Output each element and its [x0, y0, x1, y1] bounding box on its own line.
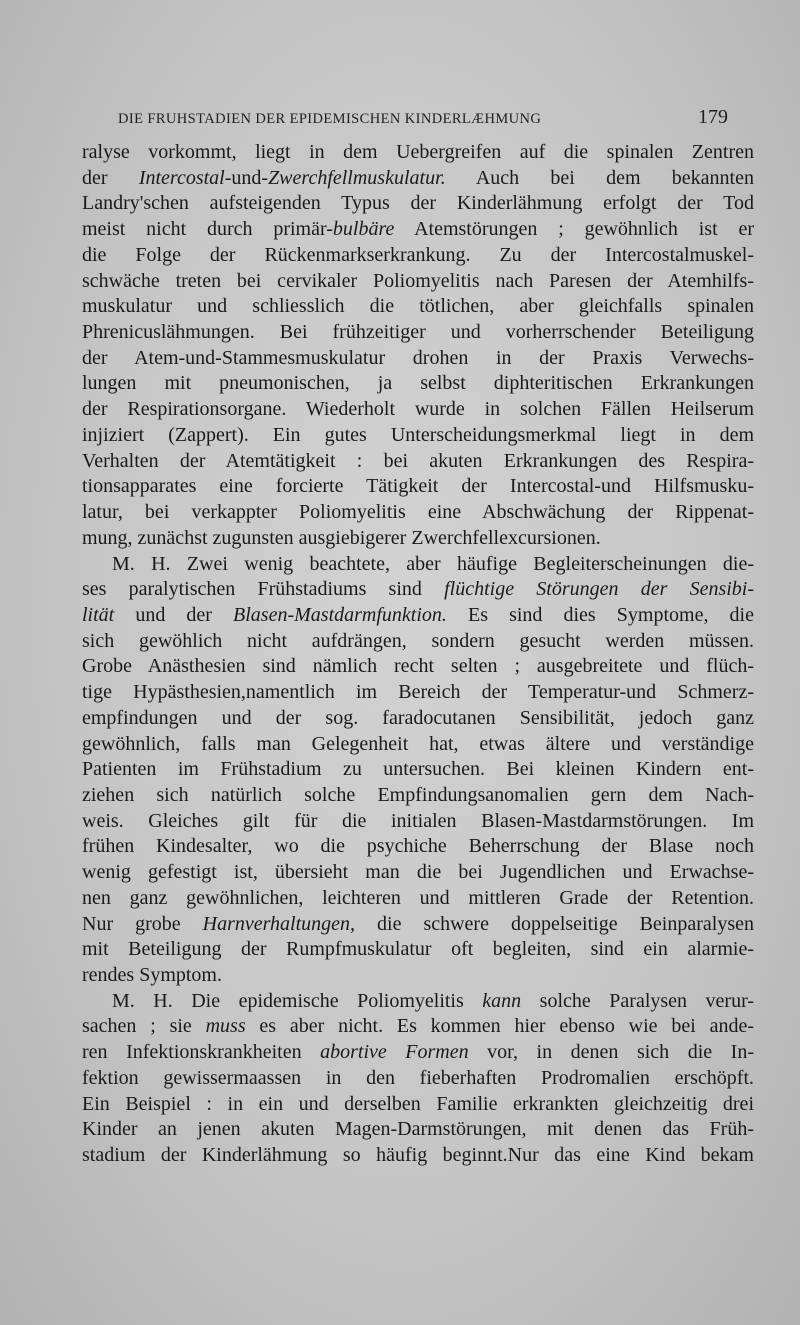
text-segment: tige Hypästhesien,namentlich im Bereich der Temperatur-und Schmerz-: [82, 681, 754, 704]
text-line: [82, 732, 754, 758]
text-segment: M. H. Die epidemische Poliomyelitis: [112, 989, 483, 1012]
text-line: [82, 886, 754, 912]
text-line: [82, 371, 754, 397]
text-line: [82, 912, 754, 938]
text-line: [82, 526, 754, 552]
text-line: [82, 474, 754, 500]
text-segment: muskulatur und schliesslich die tötlichen, aber gleichfalls spinalen: [82, 295, 754, 318]
text-segment: Patienten im Frühstadium zu untersuchen. Bei kleinen Kindern ent-: [82, 758, 754, 781]
text-segment: die Folge der Rückenmarkserkrankung. Zu der Intercostalmuskel-: [82, 243, 754, 266]
text-line: [82, 1143, 754, 1169]
text-segment: der Atem-und-Stammesmuskulatur drohen in der Praxis Verwechs-: [82, 346, 754, 369]
text-line: [82, 269, 754, 295]
text-line: [82, 1117, 754, 1143]
italic-text: lität: [82, 603, 115, 626]
text-segment: M. H. Zwei wenig beachtete, aber häufige Begleiterscheinungen die-: [112, 552, 754, 575]
text-segment: Ein Beispiel : in ein und derselben Familie erkrankten gleichzeitig drei: [82, 1092, 754, 1115]
text-line: [82, 577, 754, 603]
text-segment: Nur grobe: [82, 912, 203, 935]
text-segment: Atemstörungen ; gewöhnlich ist er: [394, 218, 754, 241]
text-segment: Verhalten der Atemtätigkeit : bei akuten Erkrankungen des Respira-: [82, 449, 754, 472]
text-line: [82, 346, 754, 372]
text-line: [82, 217, 754, 243]
text-line: [82, 423, 754, 449]
text-segment: und-: [231, 166, 269, 189]
running-head: [118, 106, 728, 136]
text-line: [82, 166, 754, 192]
text-segment: stadium der Kinderlähmung so häufig beginnt.Nur das eine Kind bekam: [82, 1144, 754, 1167]
text-segment: vor, in denen sich die In-: [468, 1041, 754, 1064]
text-line: [82, 1066, 754, 1092]
text-segment: ren Infektionskrankheiten: [82, 1041, 321, 1064]
text-line: [82, 397, 754, 423]
italic-text: Harnverhaltungen,: [202, 912, 356, 935]
text-segment: die schwere doppelseitige Beinparalysen: [355, 912, 754, 935]
text-segment: und der: [114, 603, 234, 626]
text-line: [82, 860, 754, 886]
text-segment: Es sind dies Symptome, die: [446, 603, 754, 626]
text-segment: ses paralytischen Frühstadiums sind: [82, 578, 445, 601]
text-segment: wenig gefestigt ist, übersieht man die bei Jugendlichen und Erwachse-: [82, 861, 754, 884]
italic-text: Zwerchfellmuskulatur.: [268, 166, 446, 189]
text-line: [82, 294, 754, 320]
text-segment: der: [82, 166, 139, 189]
text-line: [82, 449, 754, 475]
text-segment: lungen mit pneumonischen, ja selbst diphteritischen Erkrankungen: [82, 372, 754, 395]
text-segment: latur, bei verkappter Poliomyelitis eine Abschwächung der Rippenat-: [82, 501, 754, 524]
text-line: [82, 320, 754, 346]
italic-text: kann: [482, 989, 522, 1012]
text-line: [82, 809, 754, 835]
italic-text: flüchtige Störungen der Sensibi-: [444, 578, 754, 601]
text-line: [82, 937, 754, 963]
italic-text: bulbäre: [332, 218, 395, 241]
text-segment: sich gewöhlich nicht aufdrängen, sondern gesucht werden müssen.: [82, 629, 754, 652]
text-segment: injiziert (Zappert). Ein gutes Unterscheidungsmerkmal liegt in dem: [82, 423, 754, 446]
text-line: [82, 1014, 754, 1040]
text-line: [82, 1092, 754, 1118]
text-segment: schwäche treten bei cervikaler Poliomyelitis nach Paresen der Atemhilfs-: [82, 269, 754, 292]
text-segment: fektion gewissermaassen in den fieberhaften Prodromalien erschöpft.: [82, 1066, 754, 1089]
text-line: [82, 706, 754, 732]
text-segment: mit Beteiligung der Rumpfmuskulatur oft begleiten, sind ein alarmie-: [82, 938, 754, 961]
text-line: [82, 603, 754, 629]
text-line: [82, 834, 754, 860]
text-segment: frühen Kindesalter, wo die psychiche Beherrschung der Blase noch: [82, 835, 754, 858]
text-segment: der Respirationsorgane. Wiederholt wurde in solchen Fällen Heilserum: [82, 398, 754, 421]
text-segment: nen ganz gewöhnlichen, leichteren und mittleren Grade der Retention.: [82, 886, 754, 909]
text-line: [82, 680, 754, 706]
text-line: [82, 654, 754, 680]
text-segment: empfindungen und der sog. faradocutanen Sensibilität, jedoch ganz: [82, 706, 754, 729]
text-line: [82, 1040, 754, 1066]
text-segment: Auch bei dem bekannten: [445, 166, 754, 189]
italic-text: Intercostal-: [138, 166, 232, 189]
body-text: [82, 140, 754, 1169]
text-line: [82, 140, 754, 166]
text-segment: meist nicht durch primär-: [82, 218, 333, 241]
text-segment: Kinder an jenen akuten Magen-Darmstörungen, mit denen das Früh-: [82, 1118, 754, 1141]
text-segment: mung, zunächst zugunsten ausgiebigerer Zwerchfellexcursionen.: [82, 526, 601, 549]
italic-text: abortive Formen: [320, 1041, 469, 1064]
text-line: [82, 783, 754, 809]
text-segment: gewöhnlich, falls man Gelegenheit hat, etwas ältere und verständige: [82, 732, 754, 755]
text-segment: rendes Symptom.: [82, 964, 222, 986]
text-segment: Phrenicuslähmungen. Bei frühzeitiger und vorherrschender Beteiligung: [82, 321, 754, 344]
text-line: [82, 989, 754, 1015]
text-line: [82, 757, 754, 783]
running-title: DIE FRUHSTADIEN DER EPIDEMISCHEN KINDERLÆHMUNG: [118, 111, 542, 127]
text-segment: tionsapparates eine forcierte Tätigkeit der Intercostal-und Hilfsmusku-: [82, 475, 754, 498]
italic-text: muss: [205, 1015, 246, 1038]
text-segment: ziehen sich natürlich solche Empfindungsanomalien gern dem Nach-: [82, 783, 754, 806]
text-segment: solche Paralysen verur-: [521, 989, 754, 1012]
text-segment: Landry'schen aufsteigenden Typus der Kinderlähmung erfolgt der Tod: [82, 192, 754, 215]
text-line: [82, 963, 754, 989]
page-number: 179: [698, 106, 728, 128]
text-line: [82, 191, 754, 217]
text-line: [82, 243, 754, 269]
text-segment: ralyse vorkommt, liegt in dem Uebergreifen auf die spinalen Zentren: [82, 141, 754, 163]
text-line: [82, 500, 754, 526]
text-segment: sachen ; sie: [82, 1015, 206, 1038]
text-segment: es aber nicht. Es kommen hier ebenso wie bei ande-: [245, 1015, 755, 1038]
italic-text: Blasen-Mastdarmfunktion.: [233, 603, 447, 626]
text-segment: Grobe Anästhesien sind nämlich recht selten ; ausgebreitete und flüch-: [82, 655, 754, 678]
text-line: [82, 629, 754, 655]
text-segment: weis. Gleiches gilt für die initialen Blasen-Mastdarmstörungen. Im: [82, 809, 754, 832]
text-line: [82, 552, 754, 578]
